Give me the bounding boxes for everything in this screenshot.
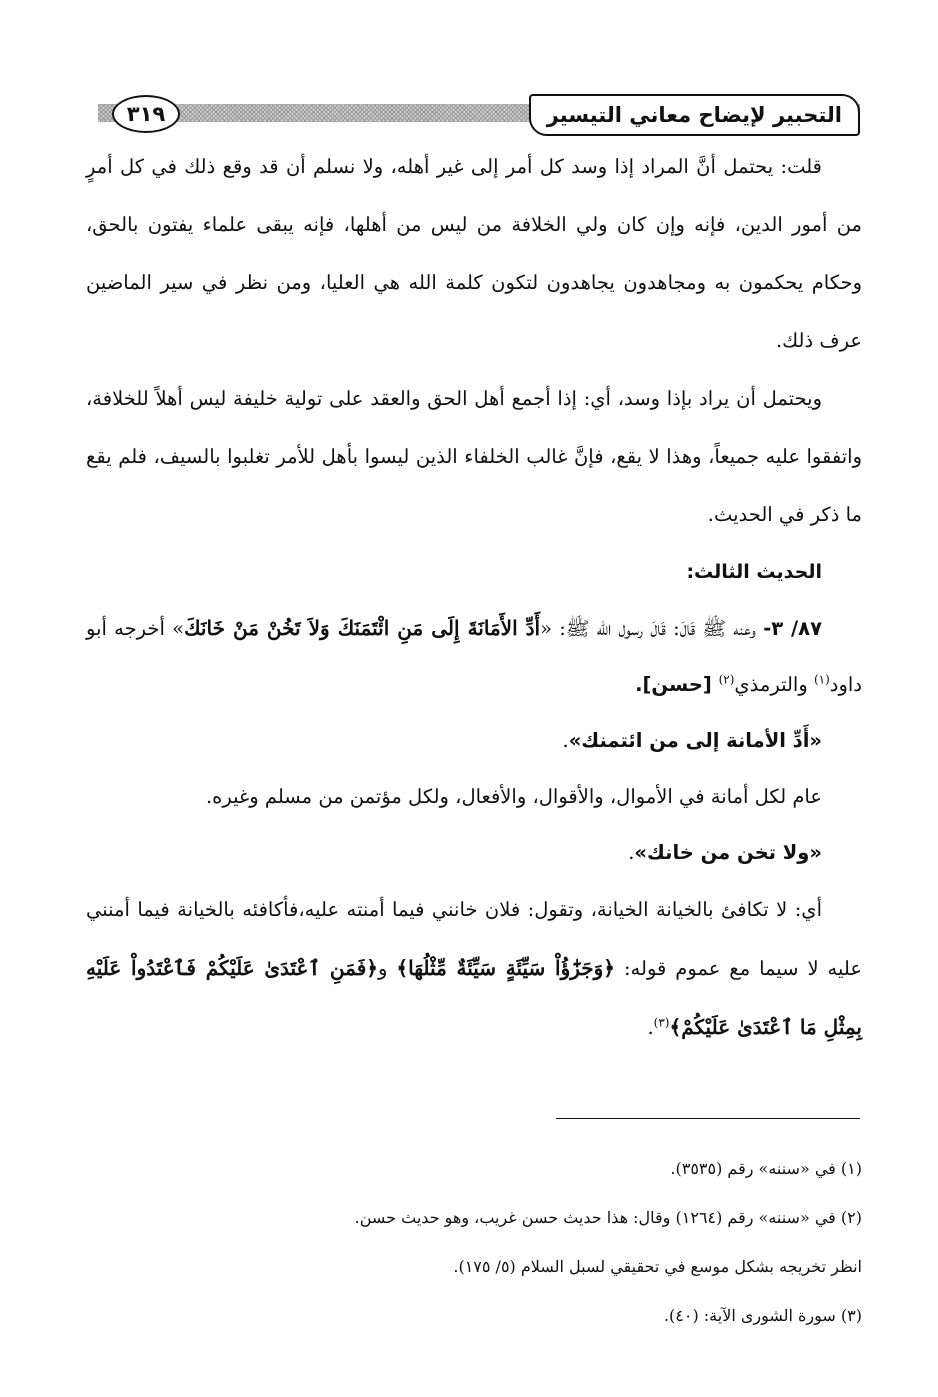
paragraph-1: قلت: يحتمل أنَّ المراد إذا وسد كل أمر إلى غير أهله، ولا نسلم أن قد وقع ذلك في كل أمرٍ من أمور الدين، فإنه وإن كان ولي الخلافة من ليس من أهلها، فإنه يبقى علماء يفتون بالحق، وحكام يحكمون به ومجاهدون يجاهدون لتكون كلمة الله هي العليا، ومن نظر في سير الماضين عرف ذلك. bbox=[86, 155, 862, 352]
page-header bbox=[98, 94, 860, 134]
quran-verse-2: ﴿فَمَنِ ٱعْتَدَىٰ عَلَيْكُمْ فَٱعْتَدُواْ عَلَيْهِ بِمِثْلِ مَا ٱعْتَدَىٰ عَلَيْكُمْ﴾ bbox=[86, 956, 862, 1039]
quoted-phrase-2-dot: . bbox=[628, 841, 635, 864]
paragraph-4-end: . bbox=[647, 1016, 654, 1039]
footnote-2: (٢) في «سننه» رقم (١٢٦٤) وقال: هذا حديث حسن غريب، وهو حديث حسن. bbox=[354, 1208, 862, 1227]
hadith-source-2: والترمذي bbox=[734, 673, 814, 696]
quoted-phrase-1-dot: . bbox=[562, 729, 569, 752]
hadith-grade: [حسن]. bbox=[635, 673, 719, 696]
footnote-ref-1[interactable]: (١) bbox=[813, 672, 830, 687]
footnotes bbox=[86, 1144, 862, 1340]
footnote-3: (٣) سورة الشورى الآية: (٤٠). bbox=[663, 1306, 862, 1325]
quoted-phrase-2-text: «ولا تخن من خانك» bbox=[634, 841, 822, 864]
quran-verse-1: ﴿وَجَزَٰٓؤُاْ سَيِّئَةٍ سَيِّئَةٌ مِّثْلُهَا﴾ bbox=[396, 956, 616, 980]
paragraph-2: ويحتمل أن يراد بإذا وسد، أي: إذا أجمع أهل الحق والعقد على تولية خليفة ليس أهلاً للخلافة، واتفقوا عليه جميعاً، وهذا لا يقع، فإنَّ غالب الخلفاء الذين ليسوا بأهل للأمر تغلبوا بالسيف، فلم يقع ما ذكر في الحديث. bbox=[86, 387, 862, 526]
quoted-phrase-1-text: «أَدِّ الأمانة إلى من ائتمنك» bbox=[568, 729, 822, 752]
footnote-divider bbox=[556, 1118, 860, 1119]
quoted-phrase-1 bbox=[86, 713, 862, 769]
main-text bbox=[86, 138, 862, 1057]
conjunction: و bbox=[378, 957, 397, 980]
hadith-source: » أخرجه أبو داود bbox=[86, 617, 862, 696]
book-title: التحبير لإيضاح معاني التيسير bbox=[529, 94, 860, 136]
hadith-intro: وعنه ﷺ قَالَ: قَالَ رسول الله ﷺ: « bbox=[540, 617, 764, 640]
hadith-text: أَدِّ الأَمَانَةَ إِلَى مَنِ ائْتَمَنَكَ وَلاَ تَخُنْ مَنْ خَانَكَ bbox=[184, 616, 541, 640]
paragraph-4 bbox=[86, 881, 862, 1057]
footnote-ref-2[interactable]: (٢) bbox=[718, 672, 735, 687]
footnote-ref-3[interactable]: (٣) bbox=[653, 1015, 670, 1030]
quoted-phrase-2 bbox=[86, 825, 862, 881]
hadith-paragraph bbox=[86, 600, 862, 713]
paragraph-4-text: أي: لا تكافئ بالخيانة الخيانة، وتقول: فلان خانني فيما أمنته عليه،فأكافئه بالخيانة فيما أمنني عليه لا سيما مع عموم قوله: bbox=[86, 898, 862, 980]
hadith-number: ٨٧/ ٣- bbox=[763, 617, 822, 640]
section-heading: الحديث الثالث: bbox=[686, 561, 822, 583]
paragraph-3: عام لكل أمانة في الأموال، والأقوال، والأفعال، ولكل مؤتمن من مسلم وغيره. bbox=[205, 785, 822, 808]
footnote-2-note: انظر تخريجه بشكل موسع في تحقيقي لسبل السلام (٥/ ١٧٥). bbox=[453, 1257, 862, 1276]
page-number: ٣١٩ bbox=[112, 95, 180, 133]
footnote-1: (١) في «سننه» رقم (٣٥٣٥). bbox=[670, 1159, 862, 1178]
